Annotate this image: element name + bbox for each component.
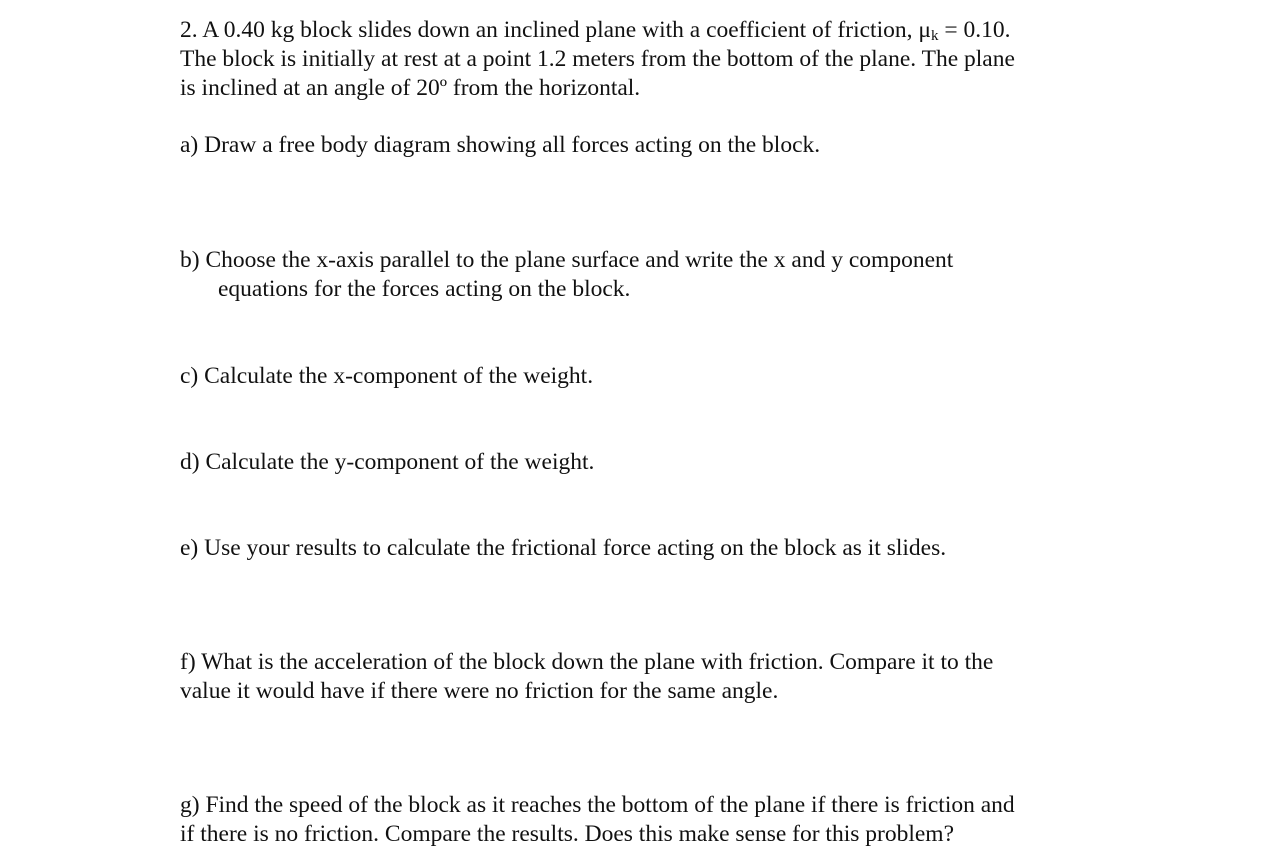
mu-subscript: k xyxy=(930,28,939,44)
problem-line-1-value: = 0.10. xyxy=(938,17,1011,43)
part-a xyxy=(180,131,820,160)
part-d xyxy=(180,448,594,477)
problem-line-3: is inclined at an angle of 20º from the horizontal. xyxy=(180,75,641,101)
part-e-text: e) Use your results to calculate the frictional force acting on the block as it slides. xyxy=(180,535,947,561)
part-c-text: c) Calculate the x-component of the weight. xyxy=(180,363,594,389)
part-g xyxy=(180,791,1015,849)
part-f xyxy=(180,648,993,706)
part-b-line-1: b) Choose the x-axis parallel to the plane surface and write the x and y component xyxy=(180,247,954,273)
part-c xyxy=(180,362,593,391)
part-a-text: a) Draw a free body diagram showing all forces acting on the block. xyxy=(180,132,821,158)
part-e xyxy=(180,534,946,563)
problem-line-1-text: 2. A 0.40 kg block slides down an inclined plane with a coefficient of friction, μ xyxy=(180,17,931,43)
problem-statement xyxy=(180,16,1015,103)
part-d-text: d) Calculate the y-component of the weight. xyxy=(180,449,595,475)
part-g-line-2: if there is no friction. Compare the results. Does this make sense for this problem? xyxy=(180,821,955,847)
part-f-line-1: f) What is the acceleration of the block down the plane with friction. Compare it to the xyxy=(180,649,994,675)
part-b-line-2: equations for the forces acting on the block. xyxy=(218,276,631,302)
problem-line-2: The block is initially at rest at a point 1.2 meters from the bottom of the plane. The plane xyxy=(180,46,1015,72)
part-b xyxy=(180,246,953,304)
problem-line-1 xyxy=(180,16,1015,45)
part-g-line-1: g) Find the speed of the block as it reaches the bottom of the plane if there is friction and xyxy=(180,792,1015,818)
part-f-line-2: value it would have if there were no friction for the same angle. xyxy=(180,678,779,704)
